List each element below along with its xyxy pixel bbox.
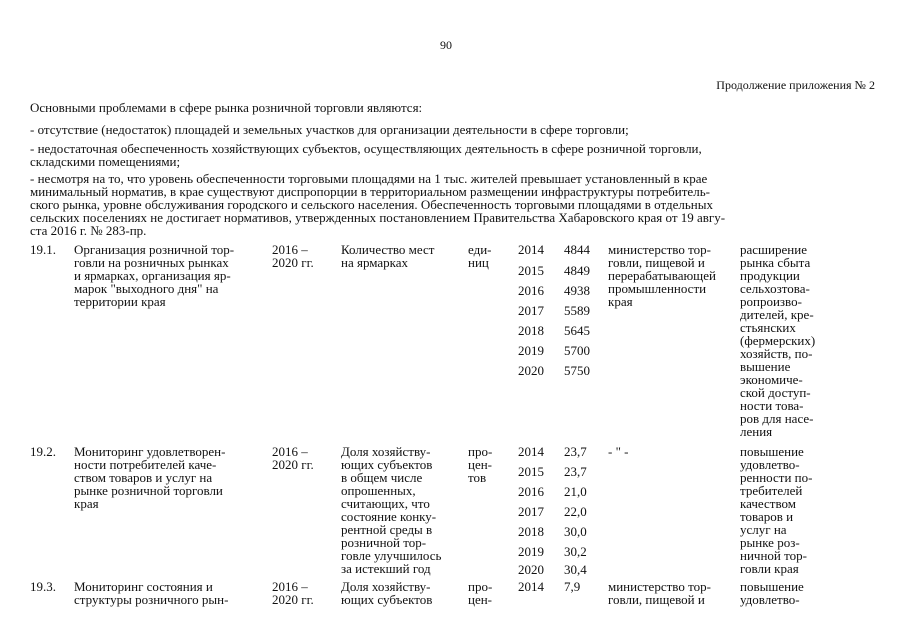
year-cell: 2017	[518, 504, 544, 519]
year-cell: 2018	[518, 323, 544, 338]
value-cell: 7,9	[564, 579, 581, 594]
value-cell: 5589	[564, 303, 590, 318]
unit-cell: про- цен-	[468, 579, 493, 607]
row-number: 19.3.	[30, 579, 56, 594]
period-cell: 2016 – 2020 гг.	[272, 242, 314, 270]
year-cell: 2014	[518, 579, 544, 594]
value-cell: 5645	[564, 323, 590, 338]
page-number: 90	[440, 38, 452, 52]
value-cell: 4849	[564, 263, 590, 278]
year-cell: 2014	[518, 444, 544, 459]
year-cell: 2016	[518, 484, 544, 499]
year-cell: 2015	[518, 464, 544, 479]
year-cell: 2017	[518, 303, 544, 318]
year-cell: 2019	[518, 343, 544, 358]
intro-bullet: - несмотря на то, что уровень обеспеченности торговыми площадями на 1 тыс. жителей превышает установленный в крае минимальный норматив, в крае существуют диспропорции в территориальном размещении инфраструктуры потребитель- ского рынка, уровне обслуживания городского и сельского населения. Обеспеченность торговыми площадями в отдельных сельских поселениях не достигает нормативов, утвержденных постановлением Правительства Хабаровского края от 19 авгу- ста 2016 г. № 283-пр.	[30, 171, 726, 238]
value-cell: 5700	[564, 343, 590, 358]
indicator-cell: Доля хозяйству- ющих субъектов в общем числе опрошенных, считающих, что состояние конку- рентной среды в розничной тор- говле улучшилось за истекший год	[341, 444, 442, 576]
executor-cell: - " -	[608, 444, 629, 459]
year-cell: 2016	[518, 283, 544, 298]
period-cell: 2016 – 2020 гг.	[272, 579, 314, 607]
value-cell: 21,0	[564, 484, 587, 499]
intro-bullet: - недостаточная обеспеченность хозяйствующих субъектов, осуществляющих деятельность в сфере розничной торговли, складскими помещениями;	[30, 141, 702, 169]
value-cell: 30,4	[564, 562, 587, 577]
value-cell: 30,0	[564, 524, 587, 539]
value-cell: 4844	[564, 242, 590, 257]
value-cell: 23,7	[564, 444, 587, 459]
intro-heading: Основными проблемами в сфере рынка розничной торговли являются:	[30, 100, 423, 115]
executor-cell: министерство тор- говли, пищевой и перерабатывающей промышленности края	[608, 242, 716, 309]
indicator-cell: Количество мест на ярмарках	[341, 242, 435, 270]
activity-cell: Мониторинг состояния и структуры розничного рын-	[74, 579, 229, 607]
year-cell: 2019	[518, 544, 544, 559]
executor-cell: министерство тор- говли, пищевой и	[608, 579, 711, 607]
intro-bullet: - отсутствие (недостаток) площадей и земельных участков для организации деятельности в сфере торговли;	[30, 122, 629, 137]
year-cell: 2015	[518, 263, 544, 278]
year-cell: 2020	[518, 363, 544, 378]
activity-cell: Мониторинг удовлетворен- ности потребителей каче- ством товаров и услуг на рынке розничной торговли края	[74, 444, 226, 511]
result-cell: повышение удовлетво- ренности по- требителей качеством товаров и услуг на рынке роз- ничной тор- говли края	[740, 444, 813, 576]
unit-cell: про- цен- тов	[468, 444, 493, 485]
year-cell: 2018	[518, 524, 544, 539]
row-number: 19.1.	[30, 242, 56, 257]
year-cell: 2014	[518, 242, 544, 257]
indicator-cell: Доля хозяйству- ющих субъектов	[341, 579, 433, 607]
result-cell: повышение удовлетво-	[740, 579, 804, 607]
value-cell: 30,2	[564, 544, 587, 559]
period-cell: 2016 – 2020 гг.	[272, 444, 314, 472]
value-cell: 22,0	[564, 504, 587, 519]
value-cell: 4938	[564, 283, 590, 298]
value-cell: 5750	[564, 363, 590, 378]
continuation-label: Продолжение приложения № 2	[716, 78, 875, 92]
row-number: 19.2.	[30, 444, 56, 459]
unit-cell: еди- ниц	[468, 242, 492, 270]
year-cell: 2020	[518, 562, 544, 577]
activity-cell: Организация розничной тор- говли на розничных рынках и ярмарках, организация яр- марок "выходного дня" на территории края	[74, 242, 235, 309]
value-cell: 23,7	[564, 464, 587, 479]
result-cell: расширение рынка сбыта продукции сельхозтова- ропроизво- дителей, кре- стьянских (фермерских) хозяйств, по- вышение экономиче- ской доступ- ности това- ров для насе- ления	[740, 242, 816, 439]
